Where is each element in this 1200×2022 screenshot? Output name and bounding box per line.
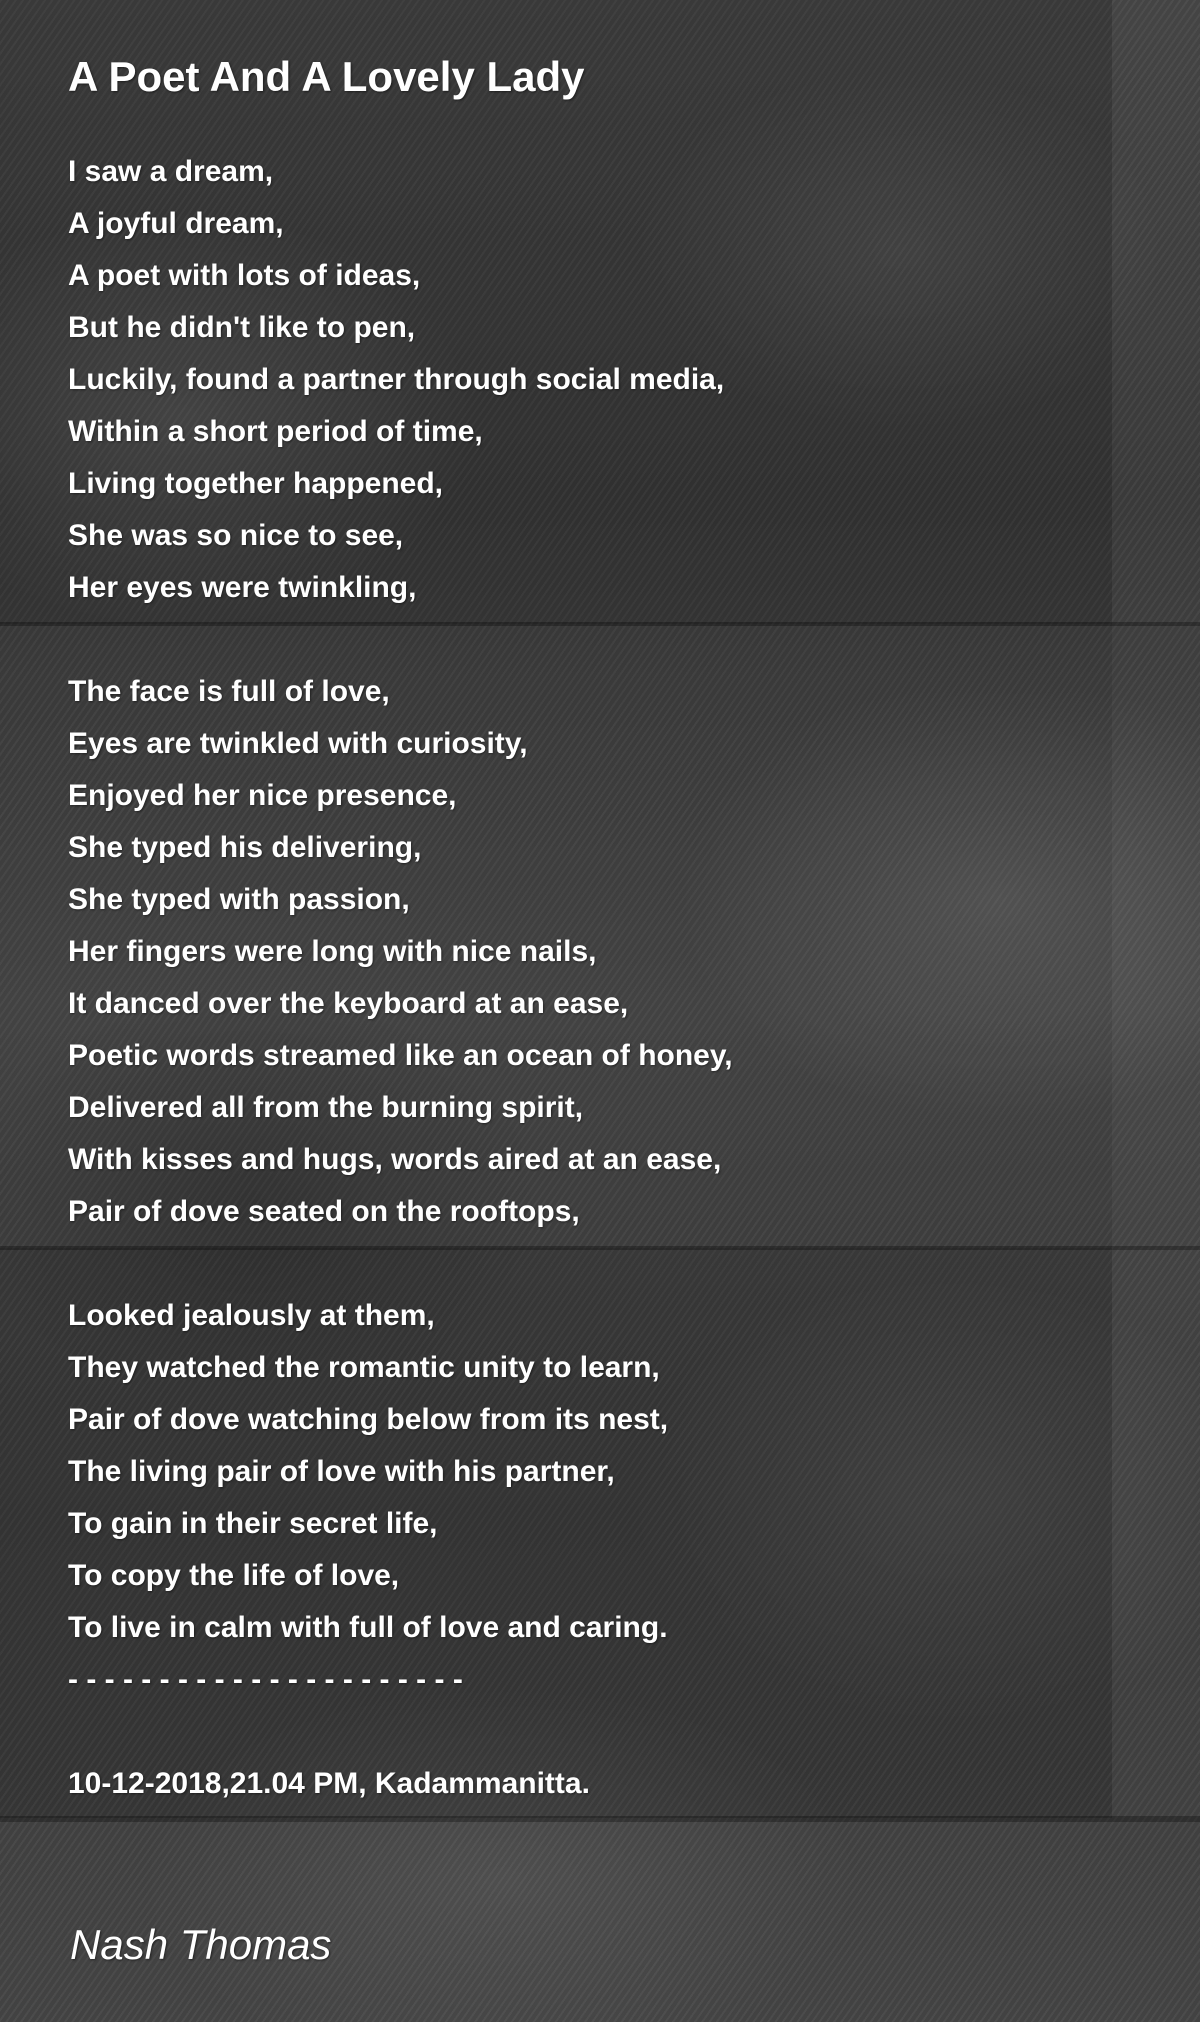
poem-line: Luckily, found a partner through social media, <box>68 363 725 396</box>
poem-line: But he didn't like to pen, <box>68 311 416 344</box>
poem-date-location: 10-12-2018,21.04 PM, Kadammanitta. <box>68 1767 590 1800</box>
stanza-break <box>68 1706 1108 1758</box>
poem-line: Living together happened, <box>68 467 444 500</box>
poem-line: Her fingers were long with nice nails, <box>68 935 597 968</box>
poem-line: Delivered all from the burning spirit, <box>68 1091 584 1124</box>
stanza-break <box>68 614 1108 666</box>
poem-line: They watched the romantic unity to learn, <box>68 1351 660 1384</box>
dashed-separator: - - - - - - - - - - - - - - - - - - - - - - <box>68 1663 463 1696</box>
poem-line: She was so nice to see, <box>68 519 404 552</box>
poem-line: Eyes are twinkled with curiosity, <box>68 727 528 760</box>
poem-line: I saw a dream, <box>68 155 274 188</box>
poem-line: A joyful dream, <box>68 207 284 240</box>
poem-line: Enjoyed her nice presence, <box>68 779 457 812</box>
panel-divider <box>0 1816 1200 1822</box>
poem-line: Pair of dove seated on the rooftops, <box>68 1195 580 1228</box>
poem-line: Her eyes were twinkling, <box>68 571 417 604</box>
poem-line: A poet with lots of ideas, <box>68 259 421 292</box>
poem-line: Within a short period of time, <box>68 415 483 448</box>
poem-line: To live in calm with full of love and caring. <box>68 1611 668 1644</box>
stanza-break <box>68 1238 1108 1290</box>
poem-line: With kisses and hugs, words aired at an ease, <box>68 1143 722 1176</box>
poem-author: Nash Thomas <box>70 1921 332 1968</box>
poem-body <box>68 146 1108 1810</box>
poem-line: The living pair of love with his partner, <box>68 1455 615 1488</box>
poem-line: Pair of dove watching below from its nest, <box>68 1403 669 1436</box>
poem-line: The face is full of love, <box>68 675 390 708</box>
poem-line: She typed his delivering, <box>68 831 422 864</box>
poem-line: Poetic words streamed like an ocean of honey, <box>68 1039 733 1072</box>
poem-line: It danced over the keyboard at an ease, <box>68 987 629 1020</box>
poem-line: To gain in their secret life, <box>68 1507 438 1540</box>
poem-title: A Poet And A Lovely Lady <box>68 53 585 100</box>
poem-line: She typed with passion, <box>68 883 410 916</box>
poem-line: Looked jealously at them, <box>68 1299 435 1332</box>
poem-line: To copy the life of love, <box>68 1559 400 1592</box>
